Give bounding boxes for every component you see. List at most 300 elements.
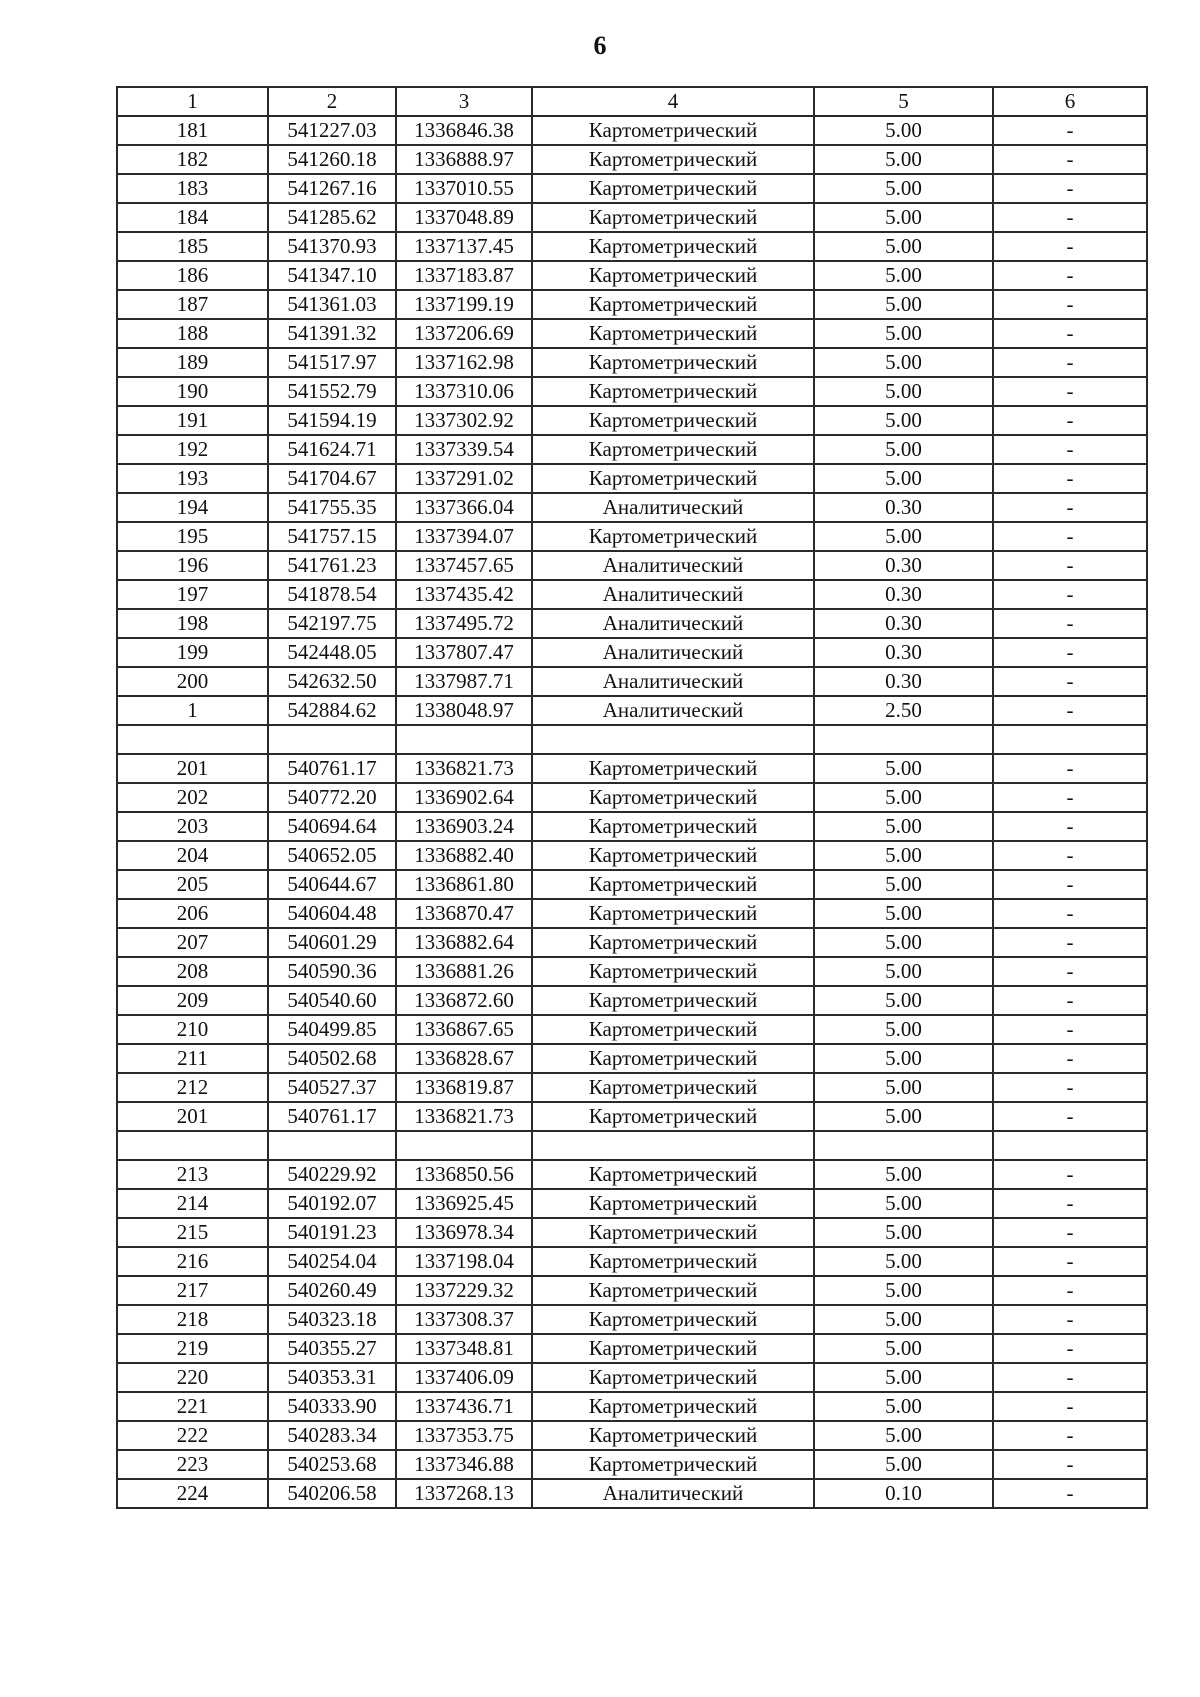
table-row [117, 348, 1147, 377]
note-cell: - [993, 1073, 1147, 1102]
table-row [117, 1218, 1147, 1247]
x-coordinate-cell: 540502.68 [268, 1044, 396, 1073]
accuracy-cell: 5.00 [814, 1189, 993, 1218]
table-row [117, 319, 1147, 348]
accuracy-cell: 0.10 [814, 1479, 993, 1508]
note-cell: - [993, 203, 1147, 232]
table-row [117, 522, 1147, 551]
y-coordinate-cell: 1337198.04 [396, 1247, 532, 1276]
table-header-row [117, 87, 1147, 116]
note-cell: - [993, 1334, 1147, 1363]
note-cell: - [993, 1015, 1147, 1044]
note-cell: - [993, 580, 1147, 609]
method-cell: Картометрический [532, 812, 814, 841]
column-header-5: 5 [814, 87, 993, 116]
accuracy-cell: 5.00 [814, 1218, 993, 1247]
method-cell: Картометрический [532, 116, 814, 145]
x-coordinate-cell: 541391.32 [268, 319, 396, 348]
x-coordinate-cell: 540229.92 [268, 1160, 396, 1189]
y-coordinate-cell: 1337348.81 [396, 1334, 532, 1363]
x-coordinate-cell: 540540.60 [268, 986, 396, 1015]
note-cell: - [993, 406, 1147, 435]
point-number-cell: 196 [117, 551, 268, 580]
point-number-cell [117, 725, 268, 754]
note-cell [993, 1131, 1147, 1160]
table-row [117, 1334, 1147, 1363]
table-row [117, 116, 1147, 145]
page-number: 6 [593, 31, 607, 60]
y-coordinate-cell: 1336861.80 [396, 870, 532, 899]
table-row [117, 1421, 1147, 1450]
point-number-cell: 212 [117, 1073, 268, 1102]
x-coordinate-cell: 541227.03 [268, 116, 396, 145]
point-number-cell: 190 [117, 377, 268, 406]
table-row [117, 812, 1147, 841]
accuracy-cell: 5.00 [814, 1392, 993, 1421]
accuracy-cell: 5.00 [814, 348, 993, 377]
accuracy-cell: 0.30 [814, 551, 993, 580]
method-cell: Картометрический [532, 841, 814, 870]
method-cell: Картометрический [532, 1102, 814, 1131]
table-spacer-row [117, 725, 1147, 754]
y-coordinate-cell: 1336882.40 [396, 841, 532, 870]
y-coordinate-cell: 1337206.69 [396, 319, 532, 348]
method-cell [532, 1131, 814, 1160]
method-cell: Картометрический [532, 1247, 814, 1276]
method-cell: Картометрический [532, 1276, 814, 1305]
table-row [117, 174, 1147, 203]
method-cell: Картометрический [532, 377, 814, 406]
column-header-2: 2 [268, 87, 396, 116]
table-row [117, 406, 1147, 435]
x-coordinate-cell: 540355.27 [268, 1334, 396, 1363]
point-number-cell: 224 [117, 1479, 268, 1508]
x-coordinate-cell: 540283.34 [268, 1421, 396, 1450]
method-cell: Картометрический [532, 1218, 814, 1247]
x-coordinate-cell: 541757.15 [268, 522, 396, 551]
x-coordinate-cell: 541624.71 [268, 435, 396, 464]
table-row [117, 1189, 1147, 1218]
point-number-cell: 206 [117, 899, 268, 928]
table-row [117, 435, 1147, 464]
method-cell: Картометрический [532, 145, 814, 174]
y-coordinate-cell: 1336872.60 [396, 986, 532, 1015]
point-number-cell: 221 [117, 1392, 268, 1421]
note-cell: - [993, 1421, 1147, 1450]
point-number-cell: 204 [117, 841, 268, 870]
y-coordinate-cell: 1336828.67 [396, 1044, 532, 1073]
column-header-3: 3 [396, 87, 532, 116]
y-coordinate-cell: 1336870.47 [396, 899, 532, 928]
table-spacer-row [117, 1131, 1147, 1160]
point-number-cell: 183 [117, 174, 268, 203]
column-header-1: 1 [117, 87, 268, 116]
accuracy-cell: 5.00 [814, 1421, 993, 1450]
y-coordinate-cell: 1337268.13 [396, 1479, 532, 1508]
table-row [117, 928, 1147, 957]
accuracy-cell: 5.00 [814, 957, 993, 986]
method-cell: Картометрический [532, 1160, 814, 1189]
x-coordinate-cell: 540499.85 [268, 1015, 396, 1044]
accuracy-cell: 5.00 [814, 377, 993, 406]
note-cell: - [993, 116, 1147, 145]
table-row [117, 667, 1147, 696]
x-coordinate-cell: 540254.04 [268, 1247, 396, 1276]
table-row [117, 957, 1147, 986]
point-number-cell [117, 1131, 268, 1160]
accuracy-cell: 5.00 [814, 319, 993, 348]
point-number-cell: 208 [117, 957, 268, 986]
method-cell: Картометрический [532, 1421, 814, 1450]
accuracy-cell: 5.00 [814, 406, 993, 435]
y-coordinate-cell: 1336888.97 [396, 145, 532, 174]
method-cell: Картометрический [532, 1305, 814, 1334]
method-cell: Картометрический [532, 783, 814, 812]
table-row [117, 1479, 1147, 1508]
y-coordinate-cell: 1337346.88 [396, 1450, 532, 1479]
note-cell: - [993, 464, 1147, 493]
point-number-cell: 213 [117, 1160, 268, 1189]
accuracy-cell: 5.00 [814, 1247, 993, 1276]
point-number-cell: 194 [117, 493, 268, 522]
table-row [117, 609, 1147, 638]
coordinates-table [116, 86, 1148, 1509]
y-coordinate-cell: 1336819.87 [396, 1073, 532, 1102]
x-coordinate-cell: 542448.05 [268, 638, 396, 667]
method-cell: Картометрический [532, 1073, 814, 1102]
note-cell: - [993, 348, 1147, 377]
x-coordinate-cell: 540772.20 [268, 783, 396, 812]
table-row [117, 1276, 1147, 1305]
accuracy-cell: 5.00 [814, 1305, 993, 1334]
point-number-cell: 186 [117, 261, 268, 290]
point-number-cell: 207 [117, 928, 268, 957]
point-number-cell: 218 [117, 1305, 268, 1334]
note-cell: - [993, 1479, 1147, 1508]
note-cell: - [993, 638, 1147, 667]
point-number-cell: 193 [117, 464, 268, 493]
y-coordinate-cell: 1336978.34 [396, 1218, 532, 1247]
x-coordinate-cell: 540604.48 [268, 899, 396, 928]
accuracy-cell: 2.50 [814, 696, 993, 725]
table-row [117, 464, 1147, 493]
method-cell: Картометрический [532, 174, 814, 203]
accuracy-cell: 5.00 [814, 261, 993, 290]
method-cell: Картометрический [532, 1450, 814, 1479]
table-row [117, 145, 1147, 174]
x-coordinate-cell: 542197.75 [268, 609, 396, 638]
note-cell: - [993, 377, 1147, 406]
x-coordinate-cell: 540761.17 [268, 1102, 396, 1131]
note-cell: - [993, 1160, 1147, 1189]
note-cell: - [993, 696, 1147, 725]
method-cell: Картометрический [532, 899, 814, 928]
y-coordinate-cell: 1337406.09 [396, 1363, 532, 1392]
x-coordinate-cell: 540652.05 [268, 841, 396, 870]
point-number-cell: 219 [117, 1334, 268, 1363]
y-coordinate-cell: 1337308.37 [396, 1305, 532, 1334]
table-row [117, 377, 1147, 406]
table-row [117, 290, 1147, 319]
note-cell: - [993, 522, 1147, 551]
table-row [117, 899, 1147, 928]
table-row [117, 1015, 1147, 1044]
x-coordinate-cell: 541552.79 [268, 377, 396, 406]
accuracy-cell: 5.00 [814, 435, 993, 464]
note-cell: - [993, 1392, 1147, 1421]
method-cell: Аналитический [532, 609, 814, 638]
point-number-cell: 215 [117, 1218, 268, 1247]
note-cell: - [993, 1218, 1147, 1247]
x-coordinate-cell: 540761.17 [268, 754, 396, 783]
method-cell: Картометрический [532, 754, 814, 783]
accuracy-cell: 5.00 [814, 116, 993, 145]
x-coordinate-cell: 541878.54 [268, 580, 396, 609]
y-coordinate-cell: 1336882.64 [396, 928, 532, 957]
x-coordinate-cell: 541594.19 [268, 406, 396, 435]
accuracy-cell: 5.00 [814, 928, 993, 957]
point-number-cell: 200 [117, 667, 268, 696]
x-coordinate-cell: 540260.49 [268, 1276, 396, 1305]
method-cell: Картометрический [532, 1392, 814, 1421]
point-number-cell: 198 [117, 609, 268, 638]
point-number-cell: 217 [117, 1276, 268, 1305]
accuracy-cell: 5.00 [814, 203, 993, 232]
note-cell: - [993, 783, 1147, 812]
point-number-cell: 199 [117, 638, 268, 667]
accuracy-cell: 5.00 [814, 870, 993, 899]
y-coordinate-cell: 1336881.26 [396, 957, 532, 986]
y-coordinate-cell: 1336902.64 [396, 783, 532, 812]
x-coordinate-cell: 540590.36 [268, 957, 396, 986]
y-coordinate-cell: 1337353.75 [396, 1421, 532, 1450]
method-cell: Картометрический [532, 986, 814, 1015]
point-number-cell: 201 [117, 1102, 268, 1131]
accuracy-cell: 5.00 [814, 812, 993, 841]
x-coordinate-cell: 540253.68 [268, 1450, 396, 1479]
x-coordinate-cell: 541761.23 [268, 551, 396, 580]
accuracy-cell: 5.00 [814, 841, 993, 870]
x-coordinate-cell: 540527.37 [268, 1073, 396, 1102]
table-row [117, 1247, 1147, 1276]
table-header [117, 87, 1147, 116]
method-cell: Картометрический [532, 290, 814, 319]
table-row [117, 232, 1147, 261]
y-coordinate-cell: 1337339.54 [396, 435, 532, 464]
method-cell: Картометрический [532, 348, 814, 377]
point-number-cell: 223 [117, 1450, 268, 1479]
accuracy-cell: 5.00 [814, 986, 993, 1015]
method-cell: Аналитический [532, 493, 814, 522]
note-cell: - [993, 551, 1147, 580]
accuracy-cell: 5.00 [814, 174, 993, 203]
note-cell: - [993, 1247, 1147, 1276]
accuracy-cell: 5.00 [814, 1160, 993, 1189]
point-number-cell: 1 [117, 696, 268, 725]
x-coordinate-cell: 540601.29 [268, 928, 396, 957]
note-cell: - [993, 493, 1147, 522]
note-cell: - [993, 1450, 1147, 1479]
note-cell: - [993, 986, 1147, 1015]
y-coordinate-cell: 1336925.45 [396, 1189, 532, 1218]
note-cell: - [993, 812, 1147, 841]
method-cell: Картометрический [532, 261, 814, 290]
accuracy-cell: 5.00 [814, 1363, 993, 1392]
y-coordinate-cell: 1336821.73 [396, 1102, 532, 1131]
x-coordinate-cell: 541347.10 [268, 261, 396, 290]
note-cell: - [993, 290, 1147, 319]
x-coordinate-cell: 541285.62 [268, 203, 396, 232]
note-cell: - [993, 870, 1147, 899]
y-coordinate-cell: 1337435.42 [396, 580, 532, 609]
table-row [117, 1160, 1147, 1189]
method-cell: Картометрический [532, 435, 814, 464]
table-row [117, 1073, 1147, 1102]
y-coordinate-cell: 1337291.02 [396, 464, 532, 493]
x-coordinate-cell: 540323.18 [268, 1305, 396, 1334]
y-coordinate-cell: 1337807.47 [396, 638, 532, 667]
accuracy-cell: 5.00 [814, 1044, 993, 1073]
point-number-cell: 210 [117, 1015, 268, 1044]
table-row [117, 1102, 1147, 1131]
table-row [117, 1450, 1147, 1479]
x-coordinate-cell: 540206.58 [268, 1479, 396, 1508]
x-coordinate-cell: 542884.62 [268, 696, 396, 725]
table-row [117, 551, 1147, 580]
note-cell: - [993, 841, 1147, 870]
y-coordinate-cell: 1337048.89 [396, 203, 532, 232]
accuracy-cell: 0.30 [814, 609, 993, 638]
accuracy-cell: 5.00 [814, 783, 993, 812]
point-number-cell: 195 [117, 522, 268, 551]
accuracy-cell: 5.00 [814, 899, 993, 928]
accuracy-cell: 0.30 [814, 493, 993, 522]
x-coordinate-cell: 542632.50 [268, 667, 396, 696]
y-coordinate-cell: 1337436.71 [396, 1392, 532, 1421]
point-number-cell: 214 [117, 1189, 268, 1218]
y-coordinate-cell: 1336846.38 [396, 116, 532, 145]
note-cell: - [993, 1189, 1147, 1218]
method-cell: Картометрический [532, 1015, 814, 1044]
x-coordinate-cell [268, 725, 396, 754]
x-coordinate-cell: 540353.31 [268, 1363, 396, 1392]
point-number-cell: 181 [117, 116, 268, 145]
table-row [117, 754, 1147, 783]
method-cell: Аналитический [532, 1479, 814, 1508]
table-row [117, 841, 1147, 870]
method-cell: Картометрический [532, 1189, 814, 1218]
method-cell: Аналитический [532, 696, 814, 725]
accuracy-cell: 5.00 [814, 290, 993, 319]
note-cell: - [993, 435, 1147, 464]
accuracy-cell: 5.00 [814, 232, 993, 261]
note-cell: - [993, 1276, 1147, 1305]
y-coordinate-cell: 1337183.87 [396, 261, 532, 290]
y-coordinate-cell: 1336867.65 [396, 1015, 532, 1044]
note-cell [993, 725, 1147, 754]
note-cell: - [993, 609, 1147, 638]
point-number-cell: 184 [117, 203, 268, 232]
method-cell: Картометрический [532, 464, 814, 493]
method-cell: Картометрический [532, 1334, 814, 1363]
x-coordinate-cell: 541260.18 [268, 145, 396, 174]
method-cell: Аналитический [532, 580, 814, 609]
table-row [117, 1305, 1147, 1334]
table-body [117, 116, 1147, 1508]
method-cell: Аналитический [532, 667, 814, 696]
point-number-cell: 216 [117, 1247, 268, 1276]
table-row [117, 986, 1147, 1015]
method-cell: Картометрический [532, 1044, 814, 1073]
note-cell: - [993, 174, 1147, 203]
y-coordinate-cell: 1337394.07 [396, 522, 532, 551]
point-number-cell: 192 [117, 435, 268, 464]
note-cell: - [993, 261, 1147, 290]
method-cell: Аналитический [532, 638, 814, 667]
point-number-cell: 202 [117, 783, 268, 812]
accuracy-cell: 0.30 [814, 667, 993, 696]
note-cell: - [993, 1305, 1147, 1334]
y-coordinate-cell [396, 1131, 532, 1160]
y-coordinate-cell: 1337495.72 [396, 609, 532, 638]
note-cell: - [993, 145, 1147, 174]
x-coordinate-cell: 541370.93 [268, 232, 396, 261]
method-cell: Картометрический [532, 232, 814, 261]
note-cell: - [993, 667, 1147, 696]
point-number-cell: 209 [117, 986, 268, 1015]
note-cell: - [993, 1363, 1147, 1392]
y-coordinate-cell: 1338048.97 [396, 696, 532, 725]
x-coordinate-cell: 541267.16 [268, 174, 396, 203]
y-coordinate-cell: 1337162.98 [396, 348, 532, 377]
note-cell: - [993, 928, 1147, 957]
table-row [117, 696, 1147, 725]
y-coordinate-cell: 1337229.32 [396, 1276, 532, 1305]
y-coordinate-cell: 1337137.45 [396, 232, 532, 261]
point-number-cell: 205 [117, 870, 268, 899]
note-cell: - [993, 1102, 1147, 1131]
y-coordinate-cell: 1337987.71 [396, 667, 532, 696]
point-number-cell: 201 [117, 754, 268, 783]
accuracy-cell: 5.00 [814, 1073, 993, 1102]
y-coordinate-cell: 1337199.19 [396, 290, 532, 319]
accuracy-cell: 5.00 [814, 1276, 993, 1305]
table-row [117, 870, 1147, 899]
table-row [117, 638, 1147, 667]
note-cell: - [993, 319, 1147, 348]
accuracy-cell: 5.00 [814, 1015, 993, 1044]
x-coordinate-cell: 540644.67 [268, 870, 396, 899]
accuracy-cell [814, 1131, 993, 1160]
y-coordinate-cell: 1337366.04 [396, 493, 532, 522]
method-cell: Картометрический [532, 522, 814, 551]
note-cell: - [993, 899, 1147, 928]
table-row [117, 493, 1147, 522]
accuracy-cell: 5.00 [814, 464, 993, 493]
accuracy-cell: 5.00 [814, 1450, 993, 1479]
y-coordinate-cell: 1336903.24 [396, 812, 532, 841]
y-coordinate-cell: 1336821.73 [396, 754, 532, 783]
note-cell: - [993, 754, 1147, 783]
note-cell: - [993, 957, 1147, 986]
accuracy-cell: 5.00 [814, 754, 993, 783]
point-number-cell: 187 [117, 290, 268, 319]
table-row [117, 261, 1147, 290]
x-coordinate-cell [268, 1131, 396, 1160]
accuracy-cell: 0.30 [814, 580, 993, 609]
point-number-cell: 220 [117, 1363, 268, 1392]
y-coordinate-cell: 1336850.56 [396, 1160, 532, 1189]
